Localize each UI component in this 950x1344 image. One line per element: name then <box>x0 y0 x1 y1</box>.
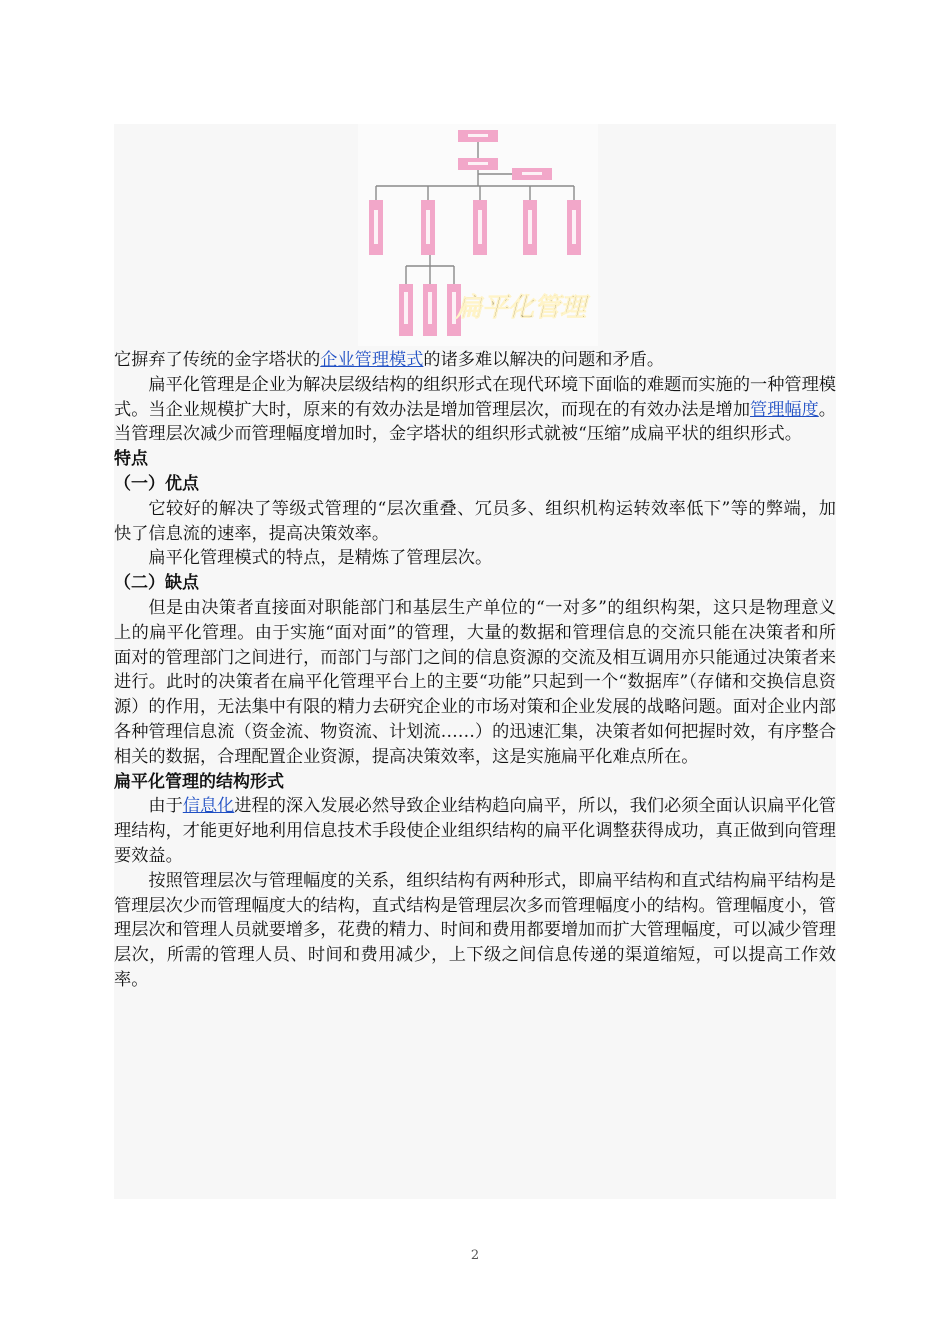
link-enterprise-management-mode[interactable]: 企业管理模式 <box>320 350 424 370</box>
advantages-paragraph-1: 它较好的解决了等级式管理的“层次重叠、冗员多、组织机构运转效率低下”等的弊端，加快了信息流的速率，提高决策效率。 <box>114 498 836 544</box>
subheading-disadvantages: （二）缺点 <box>114 573 199 594</box>
intro-paragraph-2 <box>114 373 836 447</box>
advantages-paragraph-2: 扁平化管理模式的特点，是精炼了管理层次。 <box>148 548 493 569</box>
link-management-span[interactable]: 管理幅度 <box>750 399 819 420</box>
disadvantages-paragraph: 但是由决策者直接面对职能部门和基层生产单位的“一对多”的组织构架，这只是物理意义上的扁平化管理。由于实施“面对面”的管理，大量的数据和管理信息的交流只能在决策者和所面对的管理部门之间进行，而部门与部门之间的信息资源的交流及相互调用亦只能通过决策者来进行。此时的决策者在扁平化管理平台上的主要“功能”只起到一个“数据库”（存储和交换信息资源）的作用，无法集中有限的精力去研究企业的市场对策和企业发展的战略问题。面对企业内部各种管理信息流（资金流、物资流、计划流……）的迅速汇集，决策者如何把握时效，有序整合相关的数据，合理配置企业资源，提高决策效率，这是实施扁平化难点所在。 <box>114 597 836 767</box>
intro-text-1b: 的诸多难以解决的问题和矛盾。 <box>423 350 665 370</box>
intro-text-2a: 扁平化管理是企业为解决层级结构的组织形式在现代环境下面临的难题而实施的一种管理模式。当企业规模扩大时，原来的有效办法是增加管理层次，而现在的有效办法是增加 <box>114 374 836 420</box>
structure-paragraph-2: 按照管理层次与管理幅度的关系，组织结构有两种形式，即扁平结构和直式结构扁平结构是管理层次少而管理幅度大的结构，直式结构是管理层次多而管理幅度小的结构。管理幅度小，管理层次和管理人员就要增多，花费的精力、时间和费用都要增加而扩大管理幅度，可以减少管理层次，所需的管理人员、时间和费用减少，上下级之间信息传递的渠道缩短，可以提高工作效率。 <box>114 870 836 990</box>
intro-paragraph-1 <box>114 348 836 373</box>
structure-text-1a: 由于 <box>148 796 183 817</box>
structure-paragraph-1 <box>114 794 836 868</box>
org-chart-figure <box>358 124 598 346</box>
org-chart-diagram <box>358 124 598 346</box>
link-informatization[interactable]: 信息化 <box>182 796 235 817</box>
org-chart-caption: 扁平化管理 <box>456 293 587 323</box>
section-heading-structure: 扁平化管理的结构形式 <box>114 771 284 792</box>
intro-text-1a: 它摒弃了传统的金字塔状的 <box>114 350 321 370</box>
intro-text-2b: 。当管理层次减少而管理幅度增加时，金字塔状的组织形式就被“压缩”成扁平状的组织形式。 <box>114 399 836 445</box>
subheading-advantages: （一）优点 <box>114 473 199 494</box>
section-heading-features: 特点 <box>114 449 148 470</box>
structure-text-1b: 进程的深入发展必然导致企业结构趋向扁平，所以，我们必须全面认识扁平化管理结构，才能更好地利用信息技术手段使企业组织结构的扁平化调整获得成功，真正做到向管理要效益。 <box>114 796 836 866</box>
page-number: 2 <box>470 1248 480 1263</box>
document-body <box>114 348 836 993</box>
